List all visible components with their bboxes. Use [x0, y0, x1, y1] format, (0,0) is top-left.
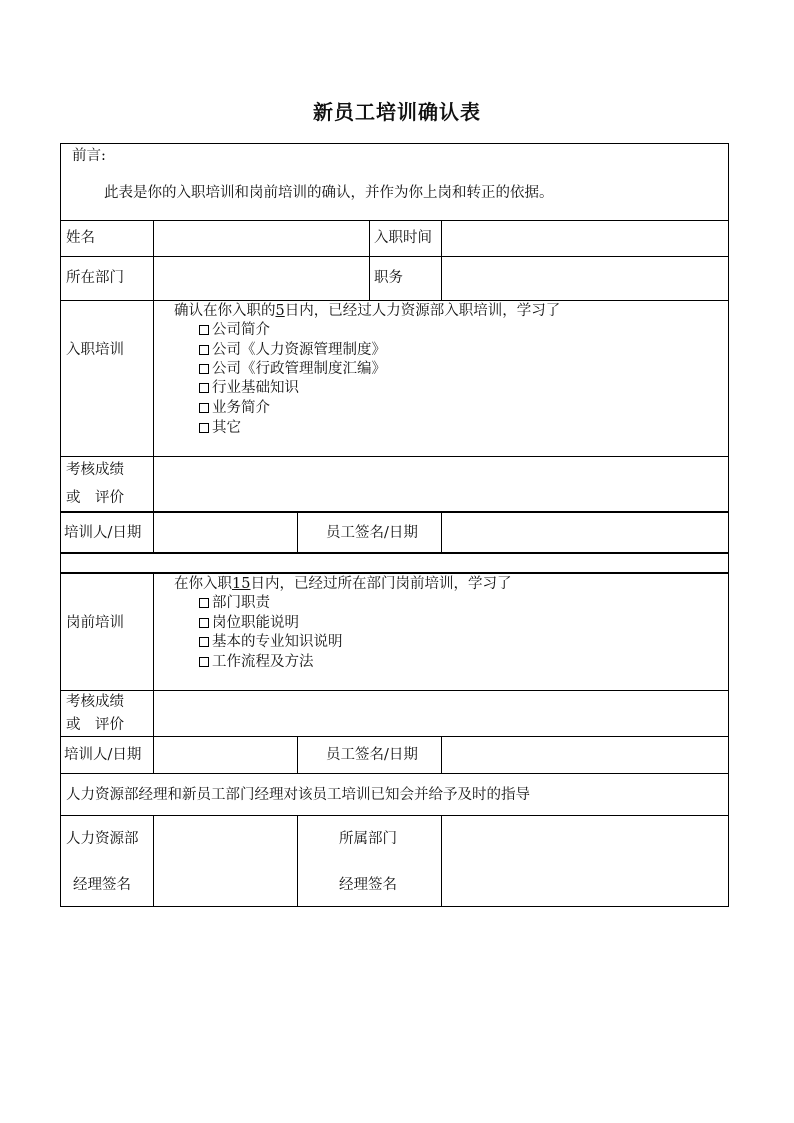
onboarding-assess-label-2: 或 评价 [66, 490, 124, 506]
position-label: 职务 [374, 270, 403, 286]
checklist-item: 公司《行政管理制度汇编》 [199, 359, 386, 379]
manager-notice: 人力资源部经理和新员工部门经理对该员工培训已知会并给予及时的指导 [66, 787, 530, 803]
checkbox[interactable] [199, 383, 209, 393]
form-table-2 [60, 573, 729, 907]
preposition-assess-label: 考核成绩 [66, 694, 124, 710]
checklist-item: 部门职责 [199, 593, 270, 613]
preposition-days: 15 [232, 576, 251, 592]
hr-signature-label: 人力资源部 [66, 831, 139, 847]
onboarding-employee-label: 员工签名/日期 [326, 525, 418, 541]
onboarding-assess-label: 考核成绩 [66, 462, 124, 478]
onboarding-label: 入职培训 [66, 342, 124, 358]
checkbox[interactable] [199, 345, 209, 355]
dept-field[interactable] [158, 268, 364, 288]
name-field[interactable] [158, 228, 364, 248]
checkbox[interactable] [199, 364, 209, 374]
checkbox[interactable] [199, 423, 209, 433]
checklist-item: 公司简介 [199, 320, 270, 340]
onboarding-intro: 确认在你入职的5日内，已经过人力资源部入职培训，学习了 [174, 303, 561, 319]
checklist-item: 行业基础知识 [199, 378, 299, 398]
entry-time-label: 入职时间 [374, 230, 432, 246]
checkbox[interactable] [199, 657, 209, 667]
preposition-label: 岗前培训 [66, 615, 124, 631]
onboarding-days: 5 [275, 303, 285, 319]
checkbox[interactable] [199, 598, 209, 608]
checkbox[interactable] [199, 637, 209, 647]
entry-time-field[interactable] [446, 228, 724, 248]
preface-text: 此表是你的入职培训和岗前培训的确认，并作为你上岗和转正的依据。 [104, 185, 554, 201]
position-field[interactable] [446, 268, 724, 288]
name-label: 姓名 [66, 230, 95, 246]
checklist-item: 基本的专业知识说明 [199, 632, 343, 652]
checklist-item: 岗位职能说明 [199, 613, 299, 633]
checklist-item: 业务简介 [199, 398, 270, 418]
preface-label: 前言: [72, 148, 106, 164]
checklist-item: 公司《人力资源管理制度》 [199, 340, 386, 360]
preposition-assess-label-2: 或 评价 [66, 717, 124, 733]
checkbox[interactable] [199, 403, 209, 413]
checklist-item: 其它 [199, 418, 241, 438]
dept-label: 所在部门 [66, 270, 124, 286]
checkbox[interactable] [199, 325, 209, 335]
checklist-item: 工作流程及方法 [199, 652, 314, 672]
preposition-employee-label: 员工签名/日期 [326, 747, 418, 763]
checkbox[interactable] [199, 618, 209, 628]
dept-signature-label-2: 经理签名 [339, 877, 397, 893]
preposition-intro: 在你入职15日内，已经过所在部门岗前培训，学习了 [174, 576, 512, 592]
hr-signature-label-2: 经理签名 [73, 877, 131, 893]
dept-signature-label: 所属部门 [339, 831, 397, 847]
onboarding-trainer-label: 培训人/日期 [64, 525, 142, 541]
preposition-trainer-label: 培训人/日期 [64, 747, 142, 763]
spacer-row [60, 553, 729, 573]
page-title: 新员工培训确认表 [313, 100, 481, 124]
